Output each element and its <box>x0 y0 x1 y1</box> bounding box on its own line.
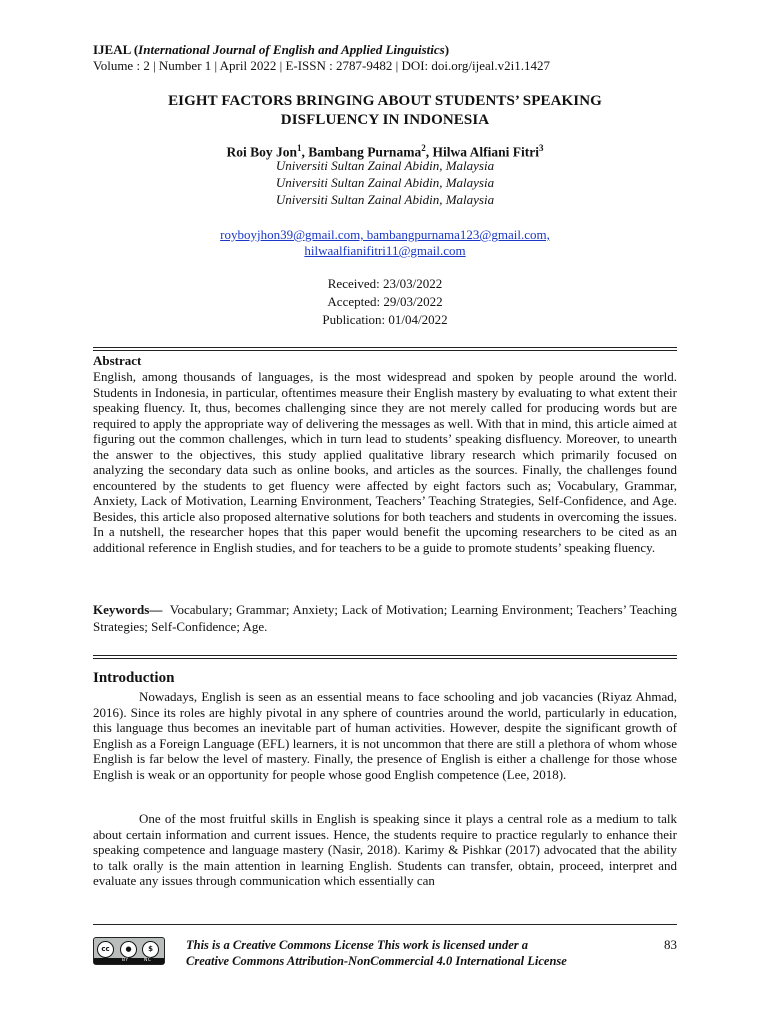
by-label: BY <box>122 958 129 963</box>
affiliation: Universiti Sultan Zainal Abidin, Malaysia <box>275 158 495 173</box>
accepted-date: Accepted: 29/03/2022 <box>327 294 443 309</box>
journal-name-line: IJEAL (International Journal of English and Applied Linguistics) <box>93 42 450 57</box>
journal-header <box>93 42 550 74</box>
abstract-top-divider <box>93 347 677 351</box>
author-list: Roi Boy Jon$^1$, Bambang Purnama$^2$, Hilwa Alfiani Fitri$^3$ <box>226 143 544 160</box>
intro-paragraph-1: Nowadays, English is seen as an essential means to face schooling and job vacancies (Riyaz Ahmad, 2016). Since its roles are highly pivotal in any sphere of countries around the world, particularly in education, this language thus becomes an inevitable part of human activities. However, despite the significant growth of English as a Foreign Language (EFL) learners, it is not uncommon that there are still a plethora of whom whose English is far below the level of mastery. Finally, the presence of English is either a challenge for those whose English is weak or an opportunity for people whose good English competence (Lee, 2018). <box>93 689 677 782</box>
page-number: 83 <box>664 937 677 952</box>
creative-commons-badge <box>93 937 165 965</box>
journal-full: International Journal of English and Applied Linguistics <box>138 42 445 57</box>
nc-label: NC <box>144 958 152 963</box>
title-line-1: EIGHT FACTORS BRINGING ABOUT STUDENTS’ SPEAKING <box>168 93 602 109</box>
issue-line: Volume : 2 | Number 1 | April 2022 | E-ISSN : 2787-9482 | DOI: doi.org/ijeal.v2i1.1427 <box>93 58 550 73</box>
license-text <box>186 937 616 969</box>
author-sup: 1 <box>297 143 302 153</box>
abstract-text: English, among thousands of languages, is the most widespread and spoken by people around the world. Students in Indonesia, in particular, oftentimes measure their English mastery by evaluating to what extent their speaking fluency. It, thus, becomes challenging since they are not merely called for producing words but are required to apply the appropriate way of delivering the messages as well. With that in mind, this article aimed at figuring out the common challenges, which in turn lead to students’ speaking disfluency. Moreover, to unearth the answer to the objectives, this study applied qualitative library research which primarily focused on analyzing the secondary data such as online books, and articles as the sources. Finally, the challenges found encountered by the students to get fluency were affected by eight factors such as; Vocabulary, Grammar, Anxiety, Lack of Motivation, Learning Environment, Teachers’ Teaching Strategies, Self-Confidence, and Age. Besides, this article also proposed alternative solutions for both teachers and students in overcoming the issues. In a nutshell, the researcher hopes that this paper would benefit the upcoming researchers to be cited as an additional reference in English studies, and for teachers to be a guide to promote students’ speaking fluency. <box>93 369 677 555</box>
abstract-heading: Abstract <box>93 353 142 368</box>
keywords <box>93 601 677 635</box>
email-link-line-1[interactable]: royboyjhon39@gmail.com, bambangpurnama123@gmail.com, <box>220 227 550 242</box>
keywords-label: Keywords— <box>93 602 163 617</box>
intro-paragraph-2: One of the most fruitful skills in English is speaking since it plays a central role as a medium to talk about certain information and current issues. Hence, the students require to practice regularly to enhance their speaking competence and language mastery (Nasir, 2018). Karimy & Pishkar (2017) advocated that the ability to talk orally is the main attention in learning English. Students can transfer, obtain, proceed, interpret and evaluate any issues through communication which essentially can <box>93 811 677 888</box>
license-line-1: This is a Creative Commons License This work is licensed under a <box>186 938 529 952</box>
author-sup: 2 <box>421 143 426 153</box>
title-line-2: DISFLUENCY IN INDONESIA <box>280 112 490 128</box>
affiliation-list <box>93 157 677 208</box>
nc-dollar-icon: $ <box>142 941 159 958</box>
license-line-2: Creative Commons Attribution-NonCommercial 4.0 International License <box>186 954 567 968</box>
author-name: Bambang Purnama <box>308 144 422 160</box>
introduction-heading: Introduction <box>93 670 175 686</box>
keywords-text: Vocabulary; Grammar; Anxiety; Lack of Motivation; Learning Environment; Teachers’ Teaching Strategies; Self-Confidence; Age. <box>93 602 678 634</box>
received-date: Received: 23/03/2022 <box>327 276 443 291</box>
cc-icon: cc <box>97 941 114 958</box>
author-sup: 3 <box>538 143 544 153</box>
footer-divider <box>93 924 677 925</box>
journal-short: IJEAL <box>93 42 131 57</box>
author-name: Roi Boy Jon <box>226 144 298 160</box>
author-emails <box>93 227 677 259</box>
keywords-bottom-divider <box>93 655 677 659</box>
publication-dates <box>93 275 677 329</box>
paper-title <box>93 92 677 130</box>
cc-badge-strip <box>94 958 164 964</box>
email-link-line-2[interactable]: hilwaalfianifitri11@gmail.com <box>304 243 466 258</box>
by-person-icon: ● <box>120 941 137 958</box>
affiliation: Universiti Sultan Zainal Abidin, Malaysia <box>275 192 495 207</box>
publication-date: Publication: 01/04/2022 <box>322 312 448 327</box>
affiliation: Universiti Sultan Zainal Abidin, Malaysia <box>275 175 495 190</box>
author-name: Hilwa Alfiani Fitri <box>432 144 539 160</box>
